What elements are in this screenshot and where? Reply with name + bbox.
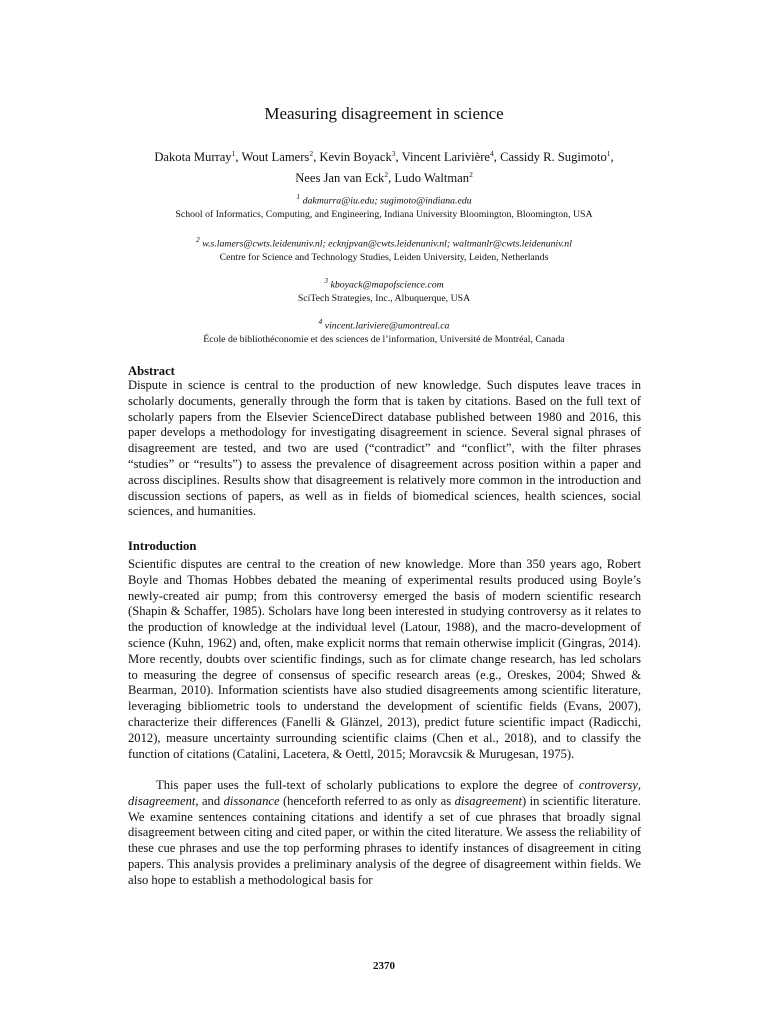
- author-name: Kevin Boyack: [319, 150, 392, 165]
- author-affiliation-mark: 2: [384, 170, 389, 180]
- paragraph-text: (henceforth referred to as only as: [279, 793, 455, 808]
- affiliation-email: [80, 315, 688, 333]
- paragraph-text: ) in scientific literature. We examine sentences containing citations and identify a set of cue phrases that broadly signal disagreement between citing and cited paper, or within the cited literature. We assess the reliability of these cue phrases and use the top performing phrases to identify instances of disagreement in citing papers. This analysis provides a preliminary analysis of the degree of disagreement within fields. We also hope to establish a methodological basis for: [128, 793, 641, 887]
- page-number: 2370: [373, 960, 395, 972]
- author-separator: ,: [388, 171, 395, 186]
- author-affiliation-mark: 3: [391, 149, 396, 158]
- emphasis-term: controversy: [578, 778, 638, 792]
- affiliation-2: [80, 233, 688, 265]
- emphasis-term: disagreement: [454, 793, 522, 808]
- emphasis-term: dissonance: [223, 793, 280, 808]
- author-separator: ,: [313, 150, 320, 165]
- affiliation-institution: School of Informatics, Computing, and Engineering, Indiana University Bloomington, Bloomington, USA: [175, 209, 593, 221]
- email-text: vincent.lariviere@umontreal.ca: [324, 320, 450, 332]
- email-text: w.s.lamers@cwts.leidenuniv.nl; ecknjpvan@cwts.leidenuniv.nl; waltmanlr@cwts.leidenuniv.nl: [202, 238, 572, 250]
- introduction-paragraph-2: [128, 778, 641, 889]
- introduction-heading: Introduction: [128, 539, 197, 553]
- author-name: Nees Jan van Eck: [295, 171, 385, 186]
- affiliation-mark: 1: [296, 192, 301, 201]
- affiliation-institution: Centre for Science and Technology Studies, Leiden University, Leiden, Netherlands: [219, 252, 549, 264]
- paragraph-text: , and: [195, 793, 224, 808]
- affiliation-email: [80, 190, 688, 208]
- affiliation-1: [80, 190, 688, 222]
- paper-title: Measuring disagreement in science: [264, 104, 504, 123]
- author-list: [100, 145, 668, 187]
- email-text: dakmurra@iu.edu; sugimoto@indiana.edu: [302, 195, 472, 207]
- abstract-heading: Abstract: [128, 364, 175, 378]
- paragraph-text: ,: [637, 778, 641, 792]
- affiliation-institution: SciTech Strategies, Inc., Albuquerque, USA: [297, 293, 471, 305]
- emphasis-term: disagreement: [128, 793, 196, 808]
- author-name: Wout Lamers: [241, 150, 310, 165]
- affiliation-3: [80, 274, 688, 306]
- author-affiliation-mark: 2: [309, 149, 314, 158]
- author-line-2: [100, 166, 668, 187]
- introduction-paragraph-1: Scientific disputes are central to the creation of new knowledge. More than 350 years ago, Robert Boyle and Thomas Hobbes debated the meaning of experimental results produced using Boyle’s newly-created air pump; from this controversy emerged the basis of modern scientific research (Shapin & Schaffer, 1985). Scholars have long been interested in studying controversy as it relates to the production of knowledge at the individual level (Latour, 1988), and the macro-development of science (Kuhn, 1962) and, often, make explicit norms that remain otherwise implicit (Gingras, 2014). More recently, doubts over scientific findings, such as for climate change research, has led scholars to measuring the degree of consensus of specific research areas (e.g., Oreskes, 2004; Shwed & Bearman, 2010). Information scientists have also studied disagreements among scientific literature, leveraging bibliometric tools to understand the development of scientific fields (Evans, 2007), characterize their differences (Fanelli & Glänzel, 2013), predict future scientific impact (Radicchi, 2012), measure uncertainty surrounding scientific claims (Chen et al., 2018), and to classify the function of citations (Catalini, Lacetera, & Oettl, 2015; Moravcsik & Murugesan, 1975).: [128, 557, 641, 761]
- affiliation-institution: École de bibliothéconomie et des sciences de l’information, Université de Montréal, Canada: [203, 334, 565, 346]
- author-affiliation-mark: 2: [469, 170, 473, 180]
- author-separator: ,: [610, 150, 614, 165]
- author-separator: ,: [395, 150, 402, 165]
- affiliation-mark: 4: [318, 317, 323, 326]
- author-name: Ludo Waltman: [394, 171, 470, 186]
- affiliation-mark: 2: [196, 235, 200, 244]
- author-affiliation-mark: 4: [490, 149, 494, 158]
- affiliation-4: [80, 315, 688, 347]
- author-name: Vincent Larivière: [401, 150, 491, 165]
- author-affiliation-mark: 1: [606, 149, 611, 158]
- author-separator: ,: [235, 150, 242, 165]
- affiliation-email: [80, 233, 688, 251]
- author-line-1: [100, 145, 668, 166]
- affiliation-mark: 3: [324, 276, 329, 285]
- affiliation-email: [80, 274, 688, 292]
- author-affiliation-mark: 1: [231, 149, 236, 158]
- author-separator: ,: [493, 150, 501, 165]
- abstract-body: Dispute in science is central to the production of new knowledge. Such disputes leave traces in scholarly documents, generally through the form that is taken by citations. Based on the full text of scholarly papers from the Elsevier ScienceDirect database published between 1980 and 2016, this paper develops a methodology for investigating disagreement in science. Several signal phrases of disagreement are tested, and two are used (“contradict” and “conflict”, with the filter phrases “studies” or “results”) to assess the prevalence of disagreement across position within a paper and across disciplines. Results show that disagreement is relatively more common in the introduction and discussion sections of papers, as well as in fields of biomedical sciences, health sciences, social sciences, and humanities.: [128, 378, 641, 519]
- paragraph-text: This paper uses the full-text of scholarly publications to explore the degree of: [156, 778, 579, 792]
- author-name: Dakota Murray: [154, 150, 232, 165]
- author-name: Cassidy R. Sugimoto: [500, 150, 607, 165]
- email-text: kboyack@mapofscience.com: [330, 279, 444, 291]
